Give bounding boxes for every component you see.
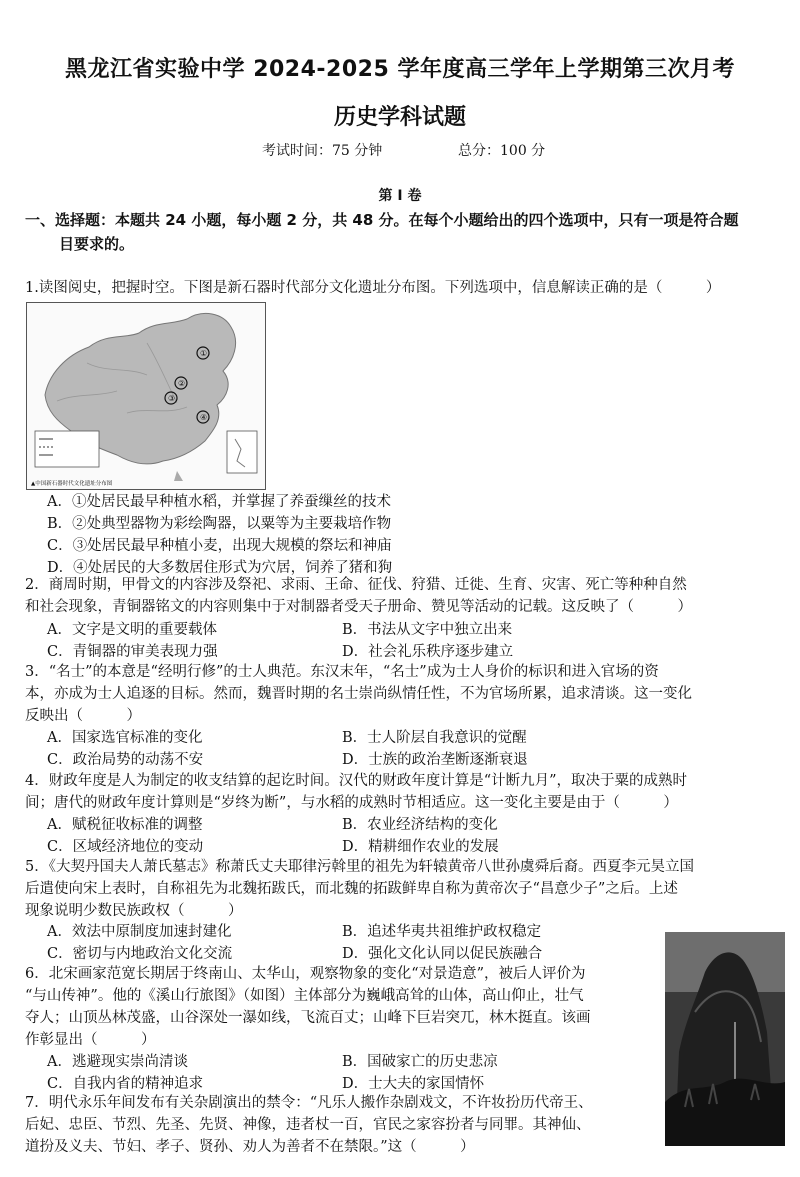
q3-option-b: B．士人阶层自我意识的觉醒	[342, 730, 527, 746]
q6-option-c: C．自我内省的精神追求	[47, 1076, 204, 1092]
map-label-4: ④	[200, 413, 208, 422]
q6-stem-4: 作彰显出（ ）	[25, 1032, 156, 1048]
q3-option-a: A．国家选官标准的变化	[47, 730, 203, 746]
q4-stem-1: 4．财政年度是人为制定的收支结算的起讫时间。汉代的财政年度计算是“计断九月”，取决于粟的成熟时	[25, 773, 688, 789]
q5-option-a: A．效法中原制度加速封建化	[47, 924, 232, 940]
q3-stem-1: 3．“名士”的本意是“经明行修”的士人典范。东汉末年，“名士”成为士人身价的标识和进入官场的资	[25, 664, 659, 680]
q7-stem-3: 道扮及义夫、节妇、孝子、贤孙、劝人为善者不在禁限。”这（ ）	[25, 1139, 475, 1155]
section-line-1: 一、选择题：本题共 24 小题，每小题 2 分，共 48 分。在每个小题给出的四个选项中，只有一项是符合题	[25, 211, 739, 229]
q5-option-d: D．强化文化认同以促民族融合	[342, 946, 543, 962]
section-instructions	[25, 208, 775, 256]
q2-stem-1: 2．商周时期，甲骨文的内容涉及祭祀、求雨、王命、征伐、狩猎、迁徙、生育、灾害、死亡等种种自然	[25, 577, 687, 593]
q5-option-b: B．追述华夷共祖维护政权稳定	[342, 924, 542, 940]
map-label-1: ①	[200, 349, 208, 358]
section-line-2: 目要求的。	[59, 235, 135, 253]
exam-title: 黑龙江省实验中学 2024-2025 学年度高三学年上学期第三次月考	[65, 57, 735, 82]
q6-stem-3: 夺人；山顶丛林茂盛，山谷深处一瀑如线，飞流百丈；山峰下巨岩突兀，林木挺直。该画	[25, 1010, 591, 1026]
q2-option-c: C．青铜器的审美表现力强	[47, 644, 218, 660]
q2-option-a: A．文字是文明的重要载体	[47, 622, 217, 638]
q5-stem-3: 现象说明少数民族政权（ ）	[25, 903, 243, 919]
q3-stem-2: 本，亦成为士人追逐的目标。然而，魏晋时期的名士崇尚纵情任性，不为官场所累，追求清谈。这一变化	[25, 686, 692, 702]
q4-stem-2: 间；唐代的财政年度计算则是“岁终为断”，与水稻的成熟时节相适应。这一变化主要是由于（ ）	[25, 795, 678, 811]
exam-time: 考试时间：75 分钟	[262, 143, 383, 159]
map-label-2: ②	[178, 379, 186, 388]
q6-stem-2: “与山传神”。他的《溪山行旅图》（如图）主体部分为巍峨高耸的山体，高山仰止，壮气	[25, 988, 584, 1004]
q6-stem-1: 6．北宋画家范宽长期居于终南山、太华山，观察物象的变化“对景造意”，被后人评价为	[25, 966, 586, 982]
part-heading: 第 Ⅰ 卷	[378, 188, 422, 204]
neolithic-sites-map	[26, 302, 266, 490]
q3-option-c: C．政治局势的动荡不安	[47, 752, 204, 768]
q4-option-b: B．农业经济结构的变化	[342, 817, 498, 833]
mountain-painting-icon	[665, 932, 785, 1146]
q4-option-d: D．精耕细作农业的发展	[342, 839, 499, 855]
q2-stem-2: 和社会现象，青铜器铭文的内容则集中于对制器者受天子册命、赞见等活动的记载。这反映了（ ）	[25, 599, 692, 615]
q6-option-d: D．士大夫的家国情怀	[342, 1076, 485, 1092]
q1-stem: 1.读图阅史，把握时空。下图是新石器时代部分文化遗址分布图。下列选项中，信息解读正确的是（ ）	[25, 280, 721, 296]
q5-stem-1: 5．《大契丹国夫人萧氏墓志》称萧氏丈夫耶律污斡里的祖先为轩辕黄帝八世孙虞舜后裔。西夏李元昊立国	[25, 859, 694, 875]
map-label-3: ③	[168, 394, 176, 403]
q7-stem-2: 后妃、忠臣、节烈、先圣、先贤、神像，违者杖一百，官民之家容扮者与同罪。其神仙、	[25, 1117, 591, 1133]
total-score: 总分：100 分	[458, 143, 546, 159]
china-map-icon	[27, 303, 265, 489]
q1-option-a: A．①处居民最早种植水稻，并掌握了养蚕缫丝的技术	[47, 494, 391, 510]
q6-option-b: B．国破家亡的历史悲凉	[342, 1054, 498, 1070]
q2-option-b: B．书法从文字中独立出来	[342, 622, 513, 638]
q2-option-d: D．社会礼乐秩序逐步建立	[342, 644, 514, 660]
q3-stem-3: 反映出（ ）	[25, 708, 141, 724]
q3-option-d: D．士族的政治垄断逐渐衰退	[342, 752, 528, 768]
q7-stem-1: 7．明代永乐年间发布有关杂剧演出的禁令：“凡乐人搬作杂剧戏文，不许妆扮历代帝王、	[25, 1095, 593, 1111]
q4-option-a: A．赋税征收标准的调整	[47, 817, 203, 833]
map-caption: ▲中国新石器时代文化遗址分布图	[31, 481, 113, 487]
landscape-painting	[665, 932, 785, 1146]
q6-option-a: A．逃避现实崇尚清谈	[47, 1054, 188, 1070]
q1-option-c: C．③处居民最早种植小麦，出现大规模的祭坛和神庙	[47, 538, 392, 554]
q1-option-d: D．④处居民的大多数居住形式为穴居，饲养了猪和狗	[47, 560, 393, 576]
q4-option-c: C．区域经济地位的变动	[47, 839, 204, 855]
exam-subtitle: 历史学科试题	[333, 105, 466, 130]
q1-option-b: B．②处典型器物为彩绘陶器，以粟等为主要栽培作物	[47, 516, 392, 532]
q5-stem-2: 后遣使向宋上表时，自称祖先为北魏拓跋氏，而北魏的拓跋鲜卑自称为黄帝次子“昌意少子”之后。上述	[25, 881, 678, 897]
q5-option-c: C．密切与内地政治文化交流	[47, 946, 233, 962]
